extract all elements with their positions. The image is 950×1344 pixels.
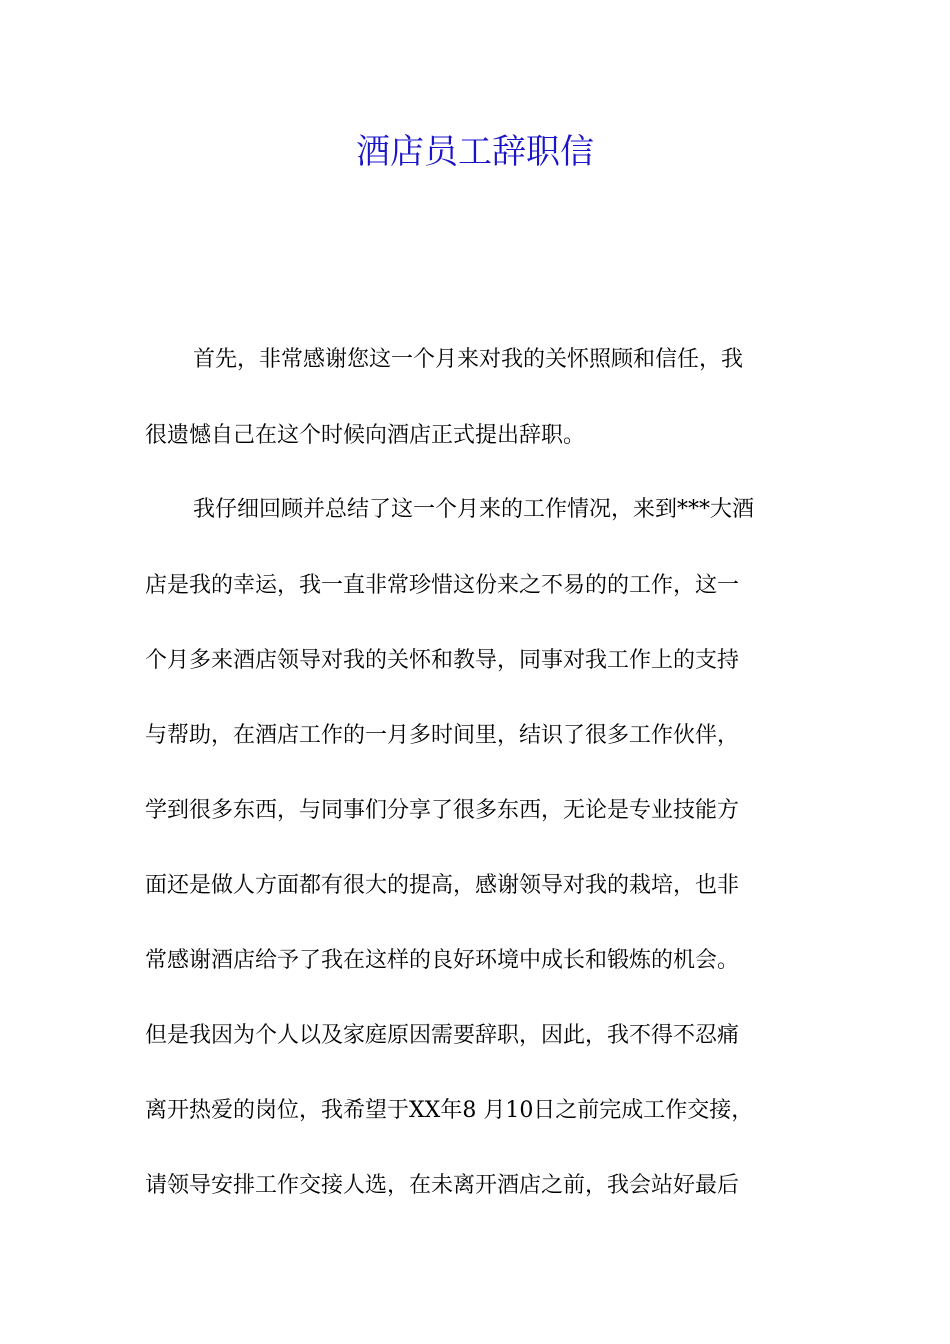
paragraph-2-line-3: 个月多来酒店领导对我的关怀和教导，同事对我工作上的支持 bbox=[145, 648, 740, 673]
paragraph-2-line-9: 离开热爱的岗位，我希望于XX年8 月10日之前完成工作交接， bbox=[145, 1098, 754, 1123]
paragraph-2-line-8: 但是我因为个人以及家庭原因需要辞职，因此，我不得不忍痛 bbox=[145, 1023, 740, 1048]
paragraph-2-line-6: 面还是做人方面都有很大的提高，感谢领导对我的栽培，也非 bbox=[145, 873, 740, 898]
paragraph-1-line-1: 首先，非常感谢您这一个月来对我的关怀照顾和信任，我 bbox=[193, 347, 744, 372]
document-title: 酒店员工辞职信 bbox=[356, 132, 594, 172]
paragraph-2-line-4: 与帮助，在酒店工作的一月多时间里，结识了很多工作伙伴， bbox=[145, 723, 740, 748]
paragraph-2-line-2: 店是我的幸运，我一直非常珍惜这份来之不易的的工作，这一 bbox=[145, 573, 740, 598]
paragraph-1-line-2: 很遗憾自己在这个时候向酒店正式提出辞职。 bbox=[145, 423, 586, 448]
paragraph-2-line-10: 请领导安排工作交接人选，在未离开酒店之前，我会站好最后 bbox=[145, 1173, 740, 1198]
paragraph-2-line-1: 我仔细回顾并总结了这一个月来的工作情况，来到***大酒 bbox=[193, 497, 755, 522]
paragraph-2-line-5: 学到很多东西，与同事们分享了很多东西，无论是专业技能方 bbox=[145, 798, 740, 823]
paragraph-2-line-7: 常感谢酒店给予了我在这样的良好环境中成长和锻炼的机会。 bbox=[145, 948, 740, 973]
